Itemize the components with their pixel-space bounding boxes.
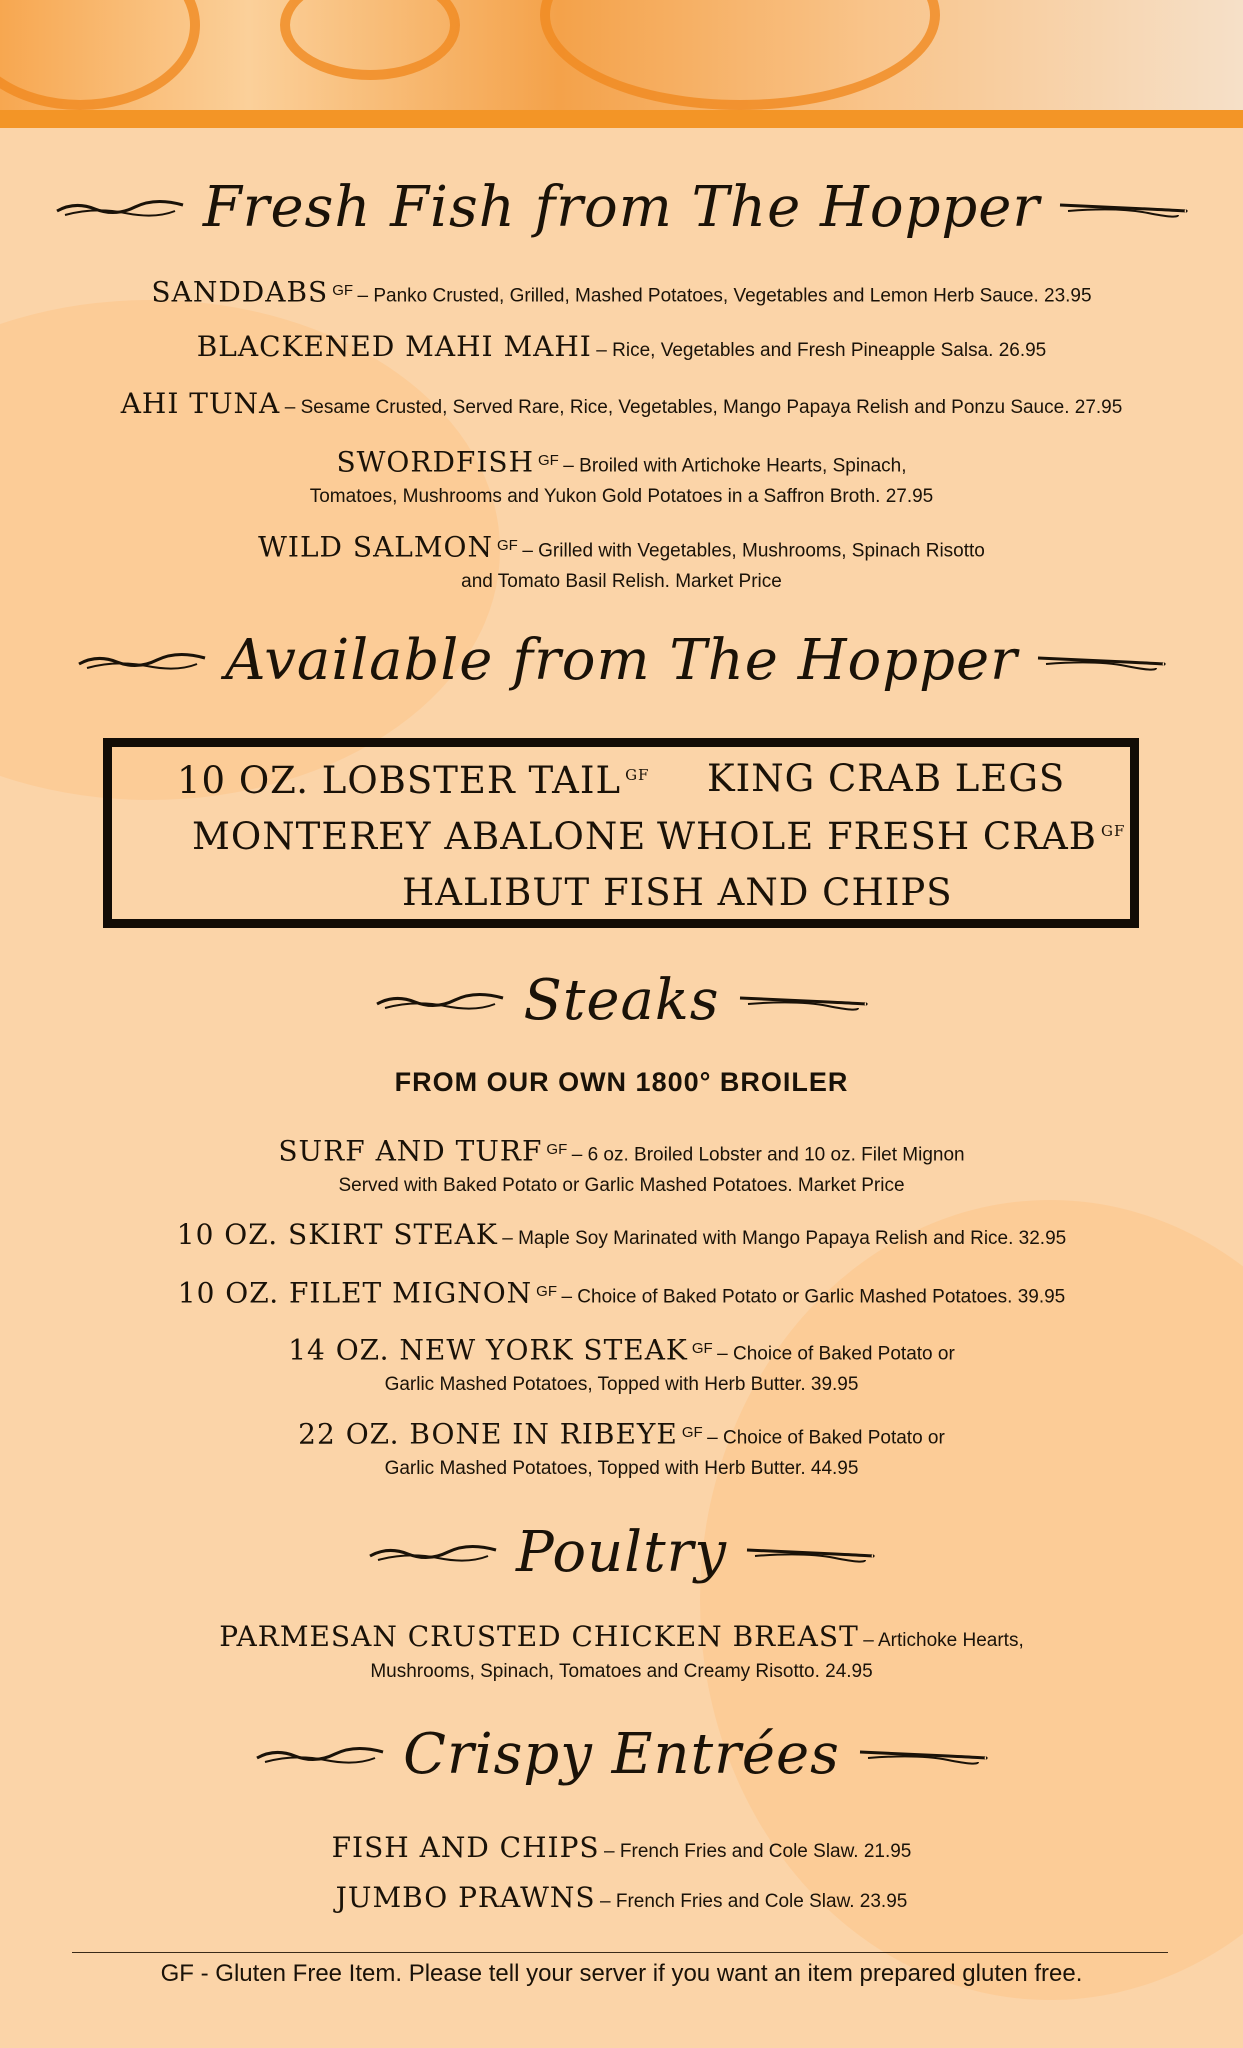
footer-note: GF - Gluten Free Item. Please tell your server if you want an item prepared gluten free. [160, 1960, 1083, 1987]
available-item [402, 871, 953, 914]
item-name: 10 OZ. FILET MIGNON [177, 1276, 533, 1310]
gf-badge: GF [691, 1340, 713, 1357]
item-description-line2: Tomatoes, Mushrooms and Yukon Gold Potatoes in a Saffron Broth. 27.95 [309, 486, 934, 508]
section-title: Crispy Entrées [403, 1722, 840, 1787]
item-name: AHI TUNA [120, 387, 281, 420]
available-item-name: KING CRAB LEGS [707, 757, 1066, 800]
item-description: – Choice of Baked Potato or Garlic Mashed Potatoes. 39.95 [561, 1286, 1066, 1308]
flourish-right-icon [1036, 646, 1166, 676]
banner-ornament [280, 0, 460, 80]
flourish-left-icon [368, 1538, 498, 1568]
available-item-name: HALIBUT FISH AND CHIPS [402, 871, 953, 914]
item-name: SWORDFISH [336, 445, 534, 479]
item-description: – French Fries and Cole Slaw. 23.95 [600, 1891, 908, 1912]
menu-item-new-york-steak [0, 1334, 1243, 1401]
menu-item-surf-and-turf [0, 1135, 1243, 1202]
steaks-subtitle: FROM OUR OWN 1800° BROILER [394, 1067, 849, 1097]
item-name: SANDDABS [151, 275, 329, 309]
gf-badge: GF [536, 1283, 557, 1300]
section-heading-poultry [0, 1520, 1243, 1585]
item-name: PARMESAN CRUSTED CHICKEN BREAST [219, 1620, 859, 1653]
menu-item-wild-salmon [0, 531, 1243, 598]
flourish-right-icon [1058, 193, 1188, 223]
item-name: SURF AND TURF [278, 1134, 543, 1168]
item-description: – Broiled with Artichoke Hearts, Spinach, [563, 455, 907, 477]
banner-ornament [0, 0, 200, 110]
available-item-name: MONTEREY ABALONE [192, 815, 647, 858]
menu-item-swordfish [0, 446, 1243, 513]
flourish-right-icon [738, 986, 868, 1016]
gf-badge: GF [332, 282, 354, 299]
available-item [192, 815, 646, 858]
menu-item-ahi-tuna [0, 389, 1243, 424]
available-item [657, 815, 1125, 858]
menu-item-skirt-steak [0, 1220, 1243, 1255]
item-description: – Rice, Vegetables and Fresh Pineapple Salsa. 26.95 [596, 340, 1047, 361]
menu-item-jumbo-prawns [0, 1883, 1243, 1918]
flourish-left-icon [77, 646, 207, 676]
item-description-line2: Garlic Mashed Potatoes, Topped with Herb Butter. 39.95 [384, 1374, 859, 1396]
menu-item-sanddabs [0, 276, 1243, 312]
section-heading-fresh-fish [0, 175, 1243, 240]
item-description-line2: Mushrooms, Spinach, Tomatoes and Creamy Risotto. 24.95 [370, 1661, 873, 1682]
flourish-left-icon [55, 193, 185, 223]
available-items-box [103, 738, 1139, 928]
menu-item-filet-mignon [0, 1277, 1243, 1313]
section-title: Available from The Hopper [225, 628, 1018, 693]
item-description-line2: Garlic Mashed Potatoes, Topped with Herb Butter. 44.95 [384, 1458, 859, 1480]
banner-ornament [540, 0, 940, 110]
gf-badge: GF [546, 1141, 568, 1158]
item-name: 10 OZ. SKIRT STEAK [176, 1218, 498, 1251]
flourish-left-icon [375, 986, 505, 1016]
item-description: – Grilled with Vegetables, Mushrooms, Spinach Risotto [522, 540, 985, 562]
item-name: BLACKENED MAHI MAHI [196, 330, 592, 363]
section-heading-steaks [0, 968, 1243, 1033]
section-heading-crispy [0, 1722, 1243, 1787]
flourish-left-icon [255, 1740, 385, 1770]
top-divider-bar [0, 110, 1243, 128]
footer-divider [72, 1952, 1168, 1953]
item-name: JUMBO PRAWNS [335, 1881, 596, 1914]
item-name: 22 OZ. BONE IN RIBEYE [298, 1417, 678, 1451]
item-description-line2: Served with Baked Potato or Garlic Mashed Potatoes. Market Price [338, 1175, 905, 1197]
gf-badge: GF [681, 1424, 703, 1441]
gf-badge: GF [497, 537, 518, 554]
item-name: FISH AND CHIPS [331, 1831, 600, 1864]
flourish-right-icon [745, 1538, 875, 1568]
item-description: – Sesame Crusted, Served Rare, Rice, Vegetables, Mango Papaya Relish and Ponzu Sauce. 27.95 [284, 397, 1123, 418]
item-description: – Artichoke Hearts, [863, 1630, 1024, 1651]
section-title: Fresh Fish from The Hopper [202, 175, 1041, 240]
gf-badge: GF [538, 452, 559, 469]
item-description: – Maple Soy Marinated with Mango Papaya Relish and Rice. 32.95 [502, 1228, 1067, 1249]
menu-item-bone-in-ribeye [0, 1418, 1243, 1485]
available-item-name: 10 OZ. LOBSTER TAIL [177, 759, 622, 802]
item-description-line2: and Tomato Basil Relish. Market Price [461, 571, 782, 593]
available-item [177, 759, 649, 802]
background-swirl [700, 1200, 1243, 2000]
menu-item-chicken-breast [0, 1622, 1243, 1688]
section-heading-available [0, 628, 1243, 693]
item-description: – Choice of Baked Potato or [707, 1427, 945, 1449]
item-description: – 6 oz. Broiled Lobster and 10 oz. Filet Mignon [571, 1144, 965, 1166]
item-description: – French Fries and Cole Slaw. 21.95 [604, 1841, 912, 1862]
menu-item-fish-and-chips [0, 1833, 1243, 1868]
item-description: – Panko Crusted, Grilled, Mashed Potatoes, Vegetables and Lemon Herb Sauce. 23.95 [357, 285, 1092, 307]
top-banner [0, 0, 1243, 110]
item-name: 14 OZ. NEW YORK STEAK [288, 1333, 688, 1367]
flourish-right-icon [858, 1740, 988, 1770]
gf-badge: GF [1100, 821, 1126, 840]
gf-badge: GF [625, 765, 650, 784]
available-item-name: WHOLE FRESH CRAB [657, 815, 1097, 858]
available-item [707, 757, 1065, 800]
item-name: WILD SALMON [258, 530, 494, 564]
menu-item-mahi-mahi [0, 332, 1243, 367]
item-description: – Choice of Baked Potato or [717, 1343, 955, 1365]
section-title: Poultry [515, 1520, 727, 1585]
section-title: Steaks [523, 968, 720, 1033]
